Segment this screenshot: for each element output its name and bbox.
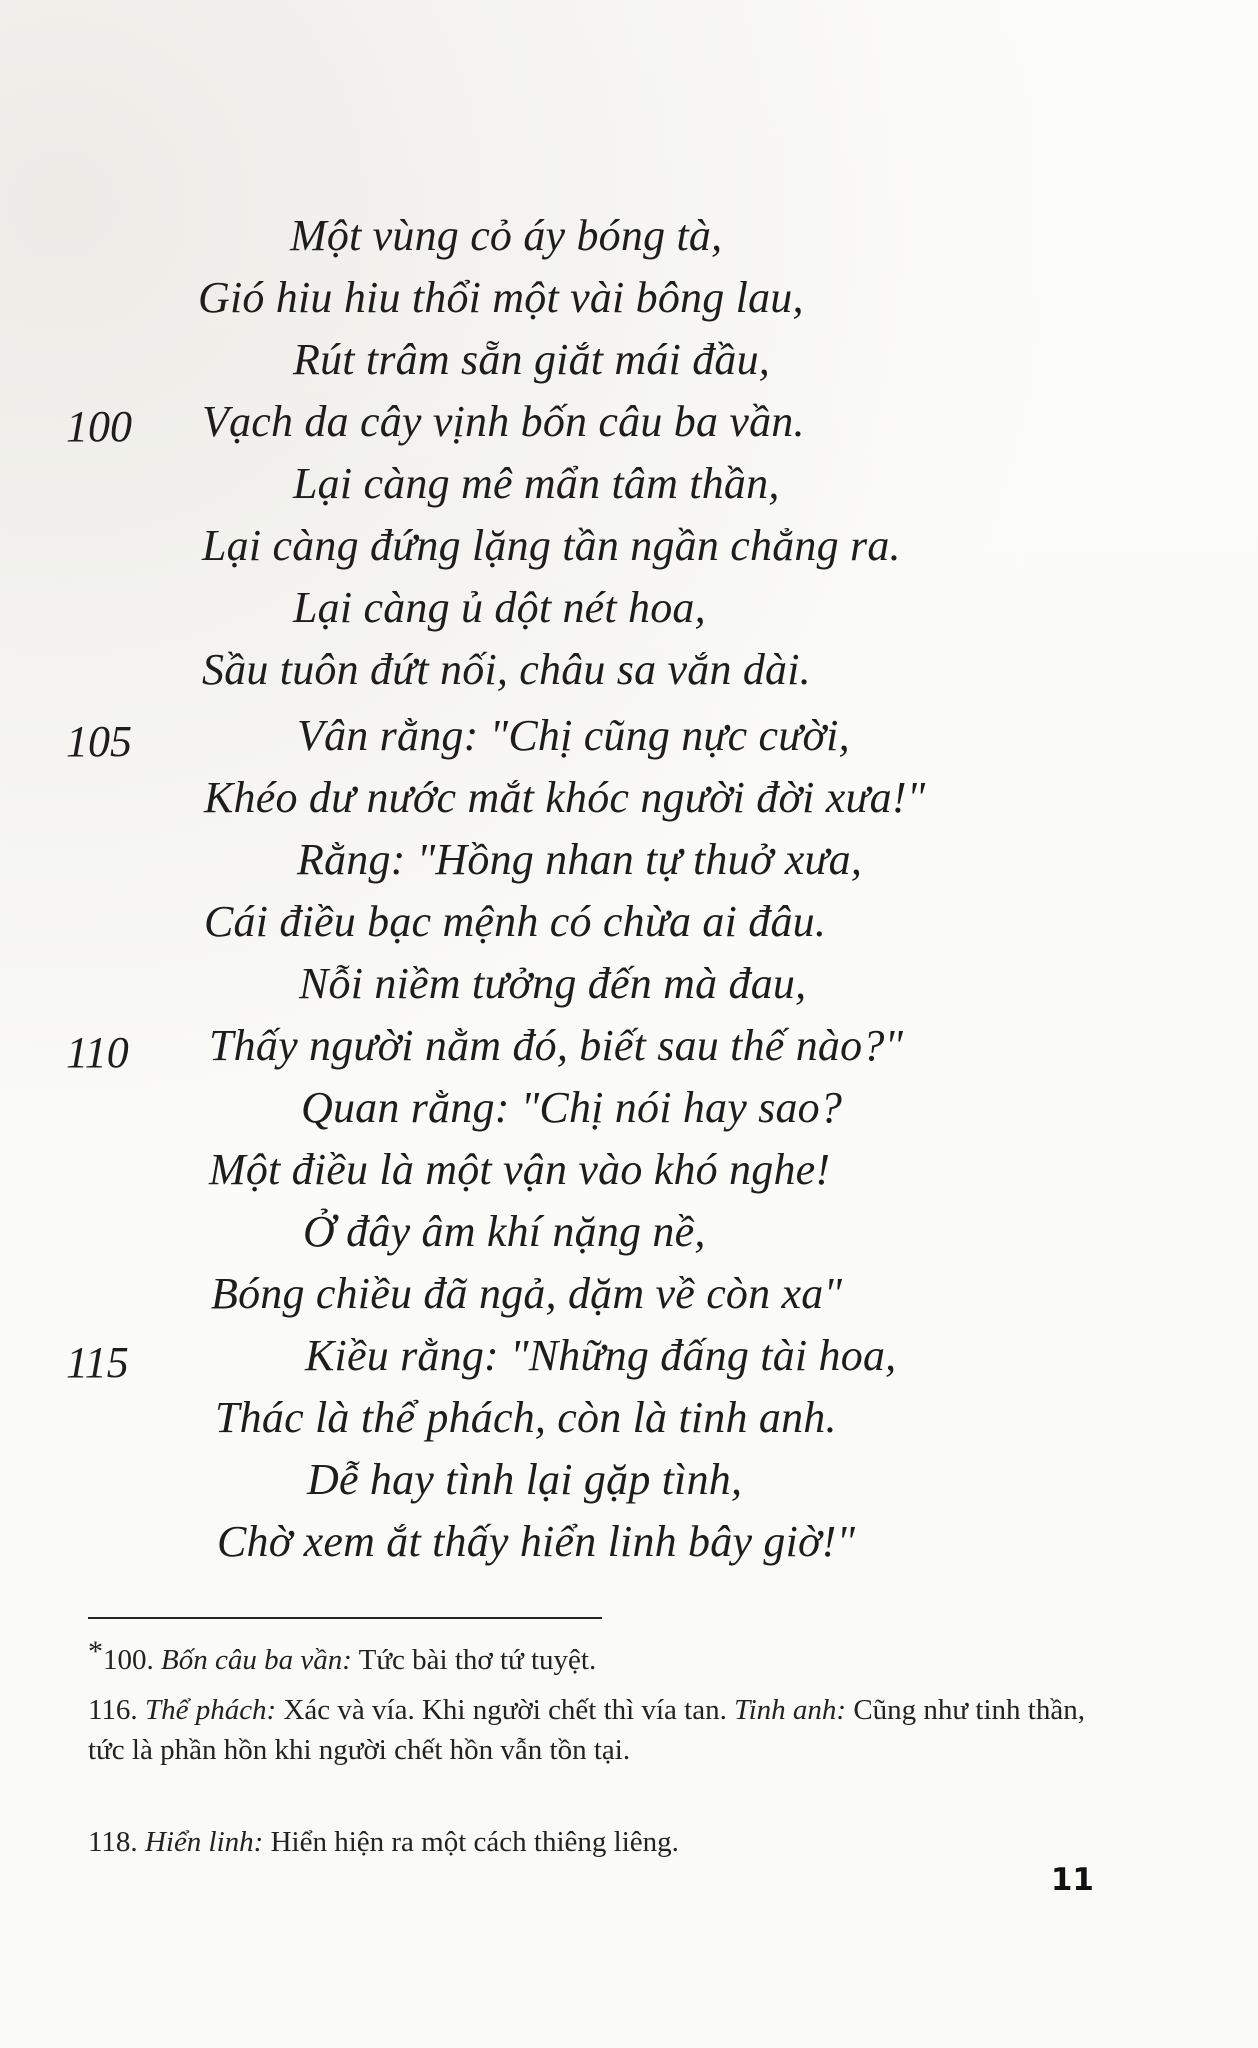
poem-line: Cái điều bạc mệnh có chừa ai đâu.	[204, 897, 827, 946]
footnote-number: 116.	[88, 1694, 145, 1726]
poem-line: Sầu tuôn đứt nối, châu sa vắn dài.	[202, 645, 811, 694]
poem-line: Lại càng ủ dột nét hoa,	[293, 583, 706, 632]
footnote-100	[88, 1635, 1098, 1680]
poem-line: Rút trâm sẵn giắt mái đầu,	[293, 335, 770, 384]
poem-line: Vạch da cây vịnh bốn câu ba vần.	[202, 397, 805, 446]
poem-line: Ở đây âm khí nặng nề,	[303, 1207, 706, 1256]
footnote-118	[88, 1822, 1098, 1862]
footnote-number: 100.	[103, 1644, 161, 1676]
poem-line: Thác là thể phách, còn là tinh anh.	[215, 1393, 837, 1442]
poem-line: Dễ hay tình lại gặp tình,	[307, 1455, 743, 1504]
poem-line: Nỗi niềm tưởng đến mà đau,	[299, 959, 807, 1008]
poem-line: Khéo dư nước mắt khóc người đời xưa!"	[204, 773, 926, 822]
footnote-marker: *	[88, 1635, 103, 1668]
poem-line: Quan rằng: "Chị nói hay sao?	[301, 1083, 843, 1132]
poem-line: Một điều là một vận vào khó nghe!	[209, 1145, 831, 1194]
footnote-divider	[88, 1617, 602, 1619]
footnote-term: Bốn câu ba vần:	[161, 1644, 352, 1676]
footnote-text: Hiển hiện ra một cách thiêng liêng.	[263, 1826, 679, 1858]
poem-line: Một vùng cỏ áy bóng tà,	[290, 211, 723, 260]
page-number: 11	[1050, 1862, 1094, 1898]
footnote-text: Xác và vía. Khi người chết thì vía tan.	[276, 1694, 735, 1726]
line-number-105: 105	[66, 717, 132, 766]
poem-line: Kiều rằng: "Những đấng tài hoa,	[305, 1331, 897, 1380]
footnote-term: Hiển linh:	[144, 1826, 264, 1858]
poem-line: Vân rằng: "Chị cũng nực cười,	[297, 711, 850, 760]
footnote-term: Tinh anh:	[734, 1694, 847, 1726]
poem-line: Thấy người nằm đó, biết sau thế nào?"	[209, 1021, 904, 1070]
footnote-text: Tức bài thơ tứ tuyệt.	[351, 1644, 597, 1676]
footnote-116	[88, 1690, 1098, 1770]
footnote-term: Thể phách:	[144, 1694, 277, 1726]
poem-line: Lại càng mê mẩn tâm thần,	[293, 459, 780, 508]
line-number-115: 115	[66, 1338, 129, 1387]
footnote-number: 118.	[88, 1826, 145, 1858]
poem-line: Chờ xem ắt thấy hiển linh bây giờ!"	[217, 1517, 856, 1566]
poem-line: Gió hiu hiu thổi một vài bông lau,	[198, 273, 804, 322]
footnote-text: Cũng như tinh thần, tức là phần hồn khi người chết hồn vẫn tồn tại.	[88, 1694, 1085, 1766]
line-number-110: 110	[66, 1028, 129, 1077]
line-number-100: 100	[66, 402, 132, 451]
poem-line: Rằng: "Hồng nhan tự thuở xưa,	[297, 835, 863, 884]
poem-line: Lại càng đứng lặng tần ngần chẳng ra.	[202, 521, 901, 570]
poem-line: Bóng chiều đã ngả, dặm về còn xa"	[211, 1269, 843, 1318]
